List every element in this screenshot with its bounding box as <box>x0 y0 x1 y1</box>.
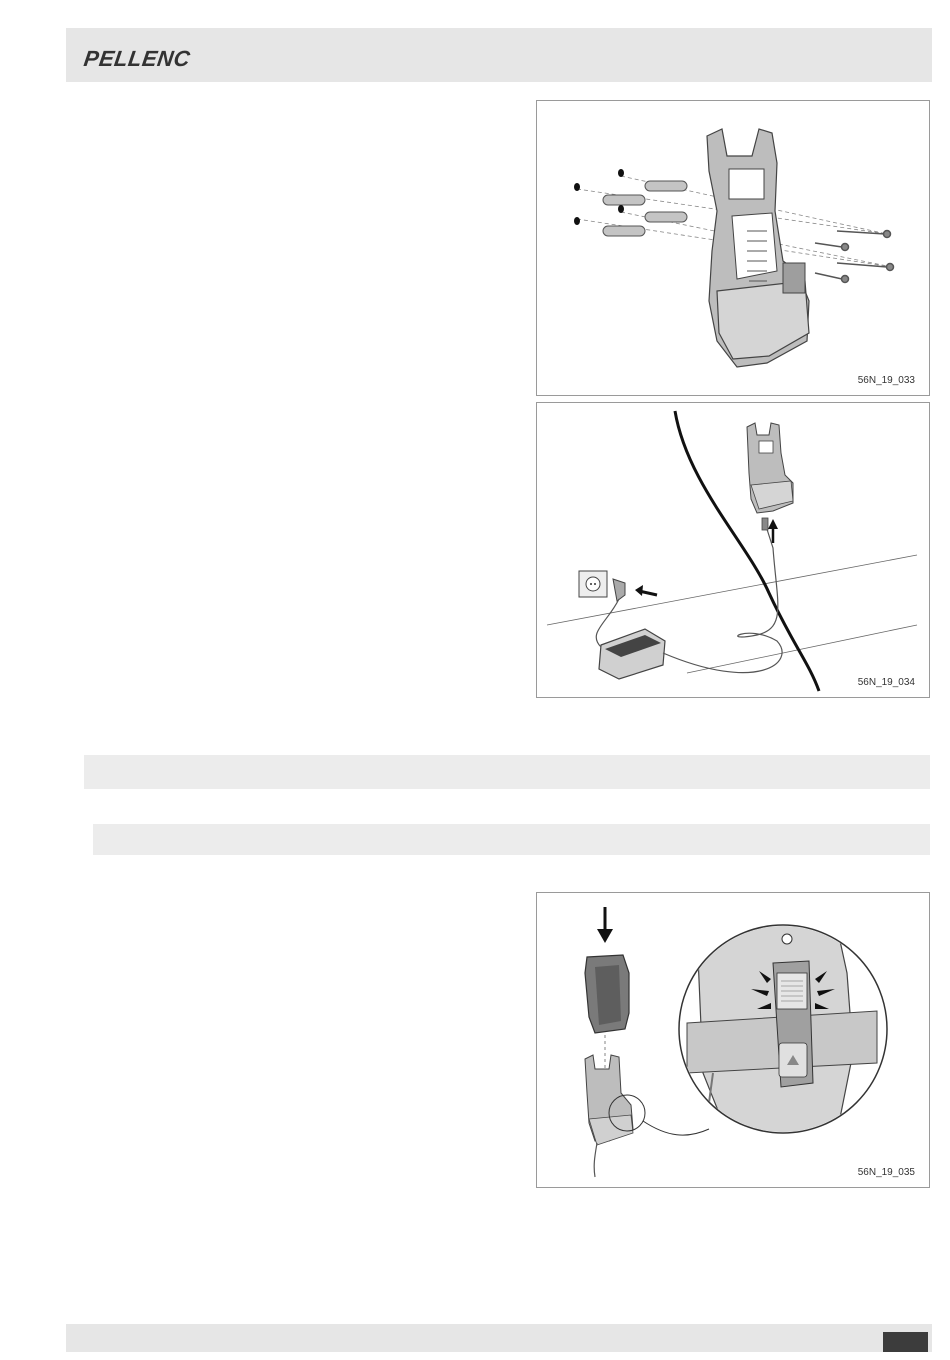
figure-wall-mount <box>536 100 930 396</box>
charger-connection-illustration <box>537 403 929 697</box>
battery-insertion-illustration <box>537 893 929 1187</box>
header-bar <box>66 28 932 82</box>
brand-logo: PELLENC <box>82 46 193 71</box>
page-number-tab <box>883 1332 928 1352</box>
subsection-heading-bar <box>93 824 930 855</box>
section-heading-bar <box>84 755 930 789</box>
figure-caption: 56N_19_034 <box>857 677 915 688</box>
figure-caption: 56N_19_035 <box>857 1167 915 1178</box>
figure-battery-insertion <box>536 892 930 1188</box>
footer-bar <box>66 1324 932 1352</box>
wall-mount-illustration <box>537 101 929 395</box>
figure-charger-connection <box>536 402 930 698</box>
figure-caption: 56N_19_033 <box>857 375 915 386</box>
